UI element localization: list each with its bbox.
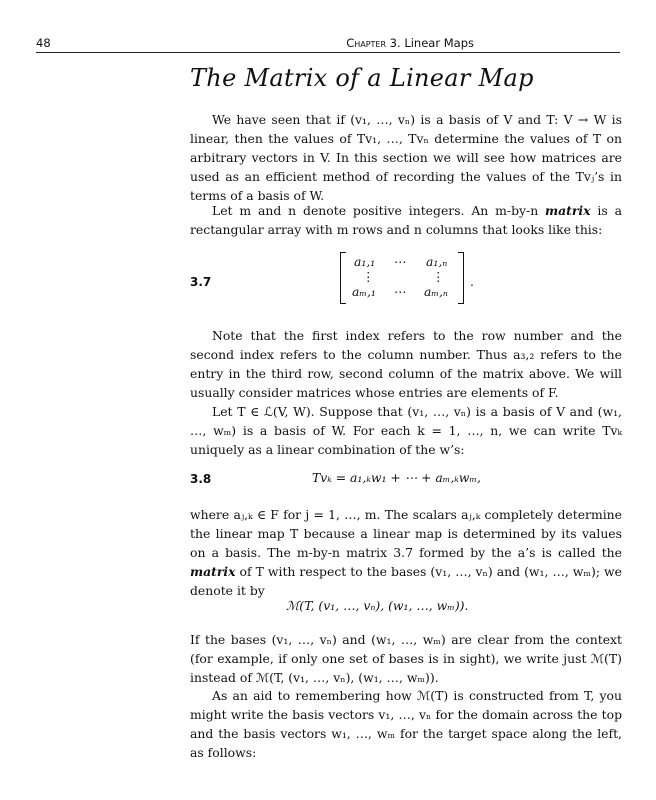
column-vdots: ⋮ bbox=[362, 269, 375, 284]
chapter-title: Linear Maps bbox=[404, 36, 474, 50]
text-run: Let m and n denote positive integers. An m-by-n bbox=[212, 203, 546, 218]
equation-label-3-8: 3.8 bbox=[190, 472, 212, 486]
paragraph-intro: We have seen that if (v₁, …, vₙ) is a basis of V and T: V → W is linear, then the values of Tv₁, …, Tvₙ determine the values of T on arbitrary vectors in V. In this section we will see how matrices are used as an efficient method of recording the values of the Tvⱼ’s in terms of a basis of W. bbox=[190, 112, 622, 203]
entry-amn: aₘ,ₙ bbox=[424, 284, 448, 299]
right-bracket bbox=[458, 252, 464, 304]
text-run: where aⱼ,ₖ ∈ F for j = 1, …, m. The scalars aⱼ,ₖ completely determine the linear map T because a linear map is determined by its values on a basis. The m-by-n matrix 3.7 formed by the a’s is called the bbox=[190, 507, 622, 560]
header-rule bbox=[36, 52, 620, 53]
chapter-label: Chapter 3. bbox=[346, 36, 401, 50]
section-title: The Matrix of a Linear Map bbox=[190, 64, 534, 92]
text-run: is a rectangular array with m rows and n columns that looks like this: bbox=[190, 203, 622, 237]
left-bracket bbox=[340, 252, 346, 304]
row-hdots: ⋯ bbox=[394, 284, 407, 299]
matrix-period: . bbox=[470, 274, 474, 289]
page-number: 48 bbox=[36, 36, 51, 50]
entry-a1n: a₁,ₙ bbox=[426, 254, 448, 269]
column-vdots: ⋮ bbox=[432, 269, 445, 284]
text-run: of T with respect to the bases (v₁, …, vₙ) and (w₁, …, wₘ); we denote it by bbox=[190, 564, 622, 598]
row-hdots: ⋯ bbox=[394, 254, 407, 269]
equation-label-3-7: 3.7 bbox=[190, 275, 212, 289]
defined-term-matrix: matrix bbox=[545, 203, 591, 218]
paragraph-memory-aid: As an aid to remembering how ℳ(T) is constructed from T, you might write the basis vectors v₁, …, vₙ for the domain across the top and the basis vectors w₁, …, wₘ for the target space along the left, as follows: bbox=[190, 688, 622, 760]
defined-term-matrix: matrix bbox=[190, 564, 236, 579]
paragraph-bases: Let T ∈ ℒ(V, W). Suppose that (v₁, …, vₙ) is a basis of V and (w₁, …, wₘ) is a basis of W. For each k = 1, …, n, we can write Tvₖ uniquely as a linear combination of the w’s: bbox=[190, 404, 622, 457]
running-header bbox=[36, 36, 620, 52]
equation-3-8: Tvₖ = a₁,ₖw₁ + ⋯ + aₘ,ₖwₘ, bbox=[312, 470, 481, 485]
paragraph-matrix-of-map bbox=[190, 505, 622, 600]
paragraph-matrix-definition bbox=[190, 201, 622, 239]
chapter-heading bbox=[346, 36, 474, 50]
entry-a11: a₁,₁ bbox=[354, 254, 376, 269]
matrix-display bbox=[340, 252, 464, 302]
paragraph-index-note: Note that the first index refers to the row number and the second index refers to the column number. Thus a₃,₂ refers to the entry in the third row, second column of the matrix above. We will usually consider matrices whose entries are elements of F. bbox=[190, 328, 622, 400]
matrix-notation-display: ℳ(T, (v₁, …, vₙ), (w₁, …, wₘ)). bbox=[286, 598, 469, 613]
entry-am1: aₘ,₁ bbox=[352, 284, 376, 299]
paragraph-shorthand: If the bases (v₁, …, vₙ) and (w₁, …, wₘ) are clear from the context (for example, if only one set of bases is in sight), we write just ℳ(T) instead of ℳ(T, (v₁, …, vₙ), (w₁, …, wₘ)). bbox=[190, 632, 622, 685]
